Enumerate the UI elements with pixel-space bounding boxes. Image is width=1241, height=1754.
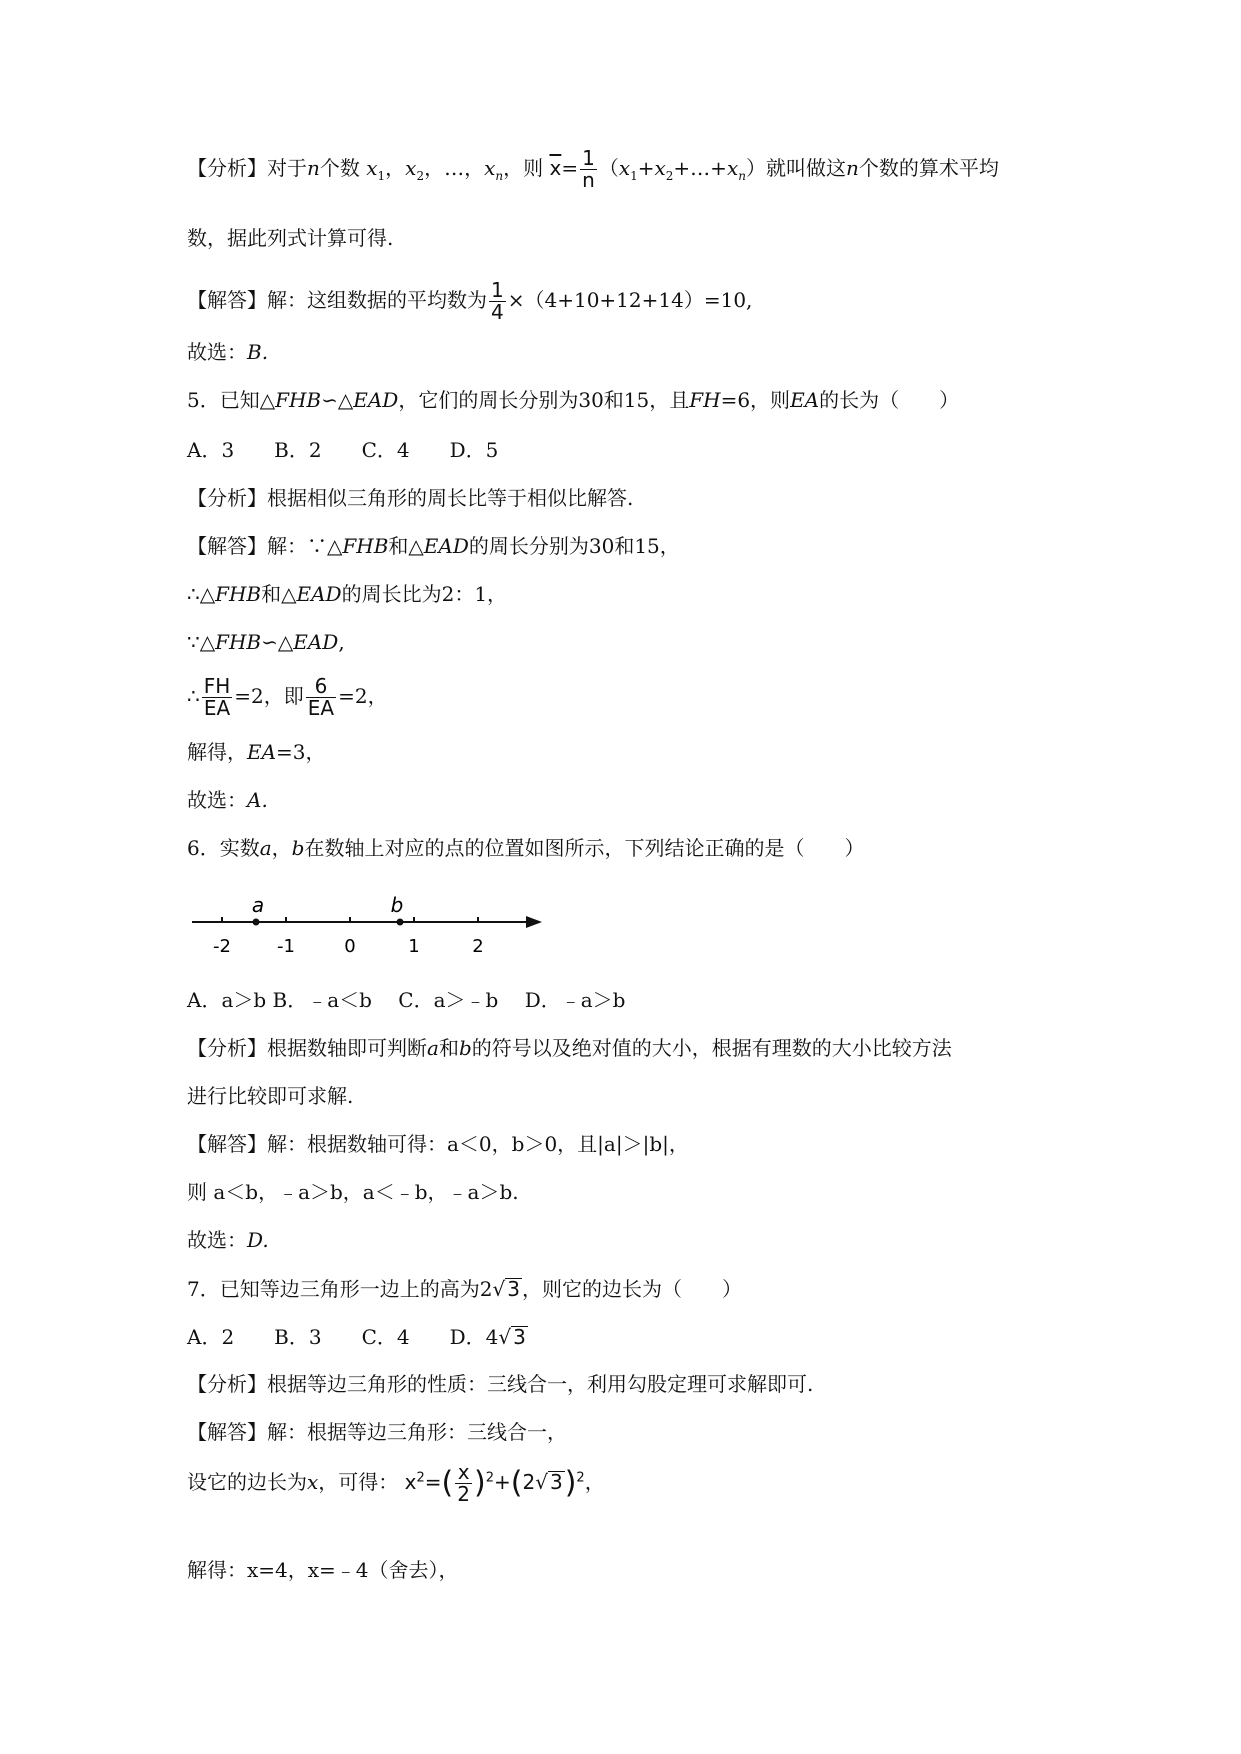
text: 7．已知等边三角形一边上的高为 — [187, 1277, 480, 1301]
sqrt-expression: √ 3 — [498, 1325, 526, 1349]
q5-solution-2 — [187, 584, 507, 604]
paren-open: ( — [441, 1465, 454, 1501]
frac-num: 1 — [491, 278, 504, 302]
equation — [404, 1460, 605, 1506]
point-b — [397, 919, 404, 926]
sqrt-expression: √ 3 — [535, 1470, 563, 1494]
segment: EA — [247, 740, 277, 764]
text: ， — [584, 1470, 605, 1494]
plus: + — [493, 1470, 511, 1494]
text: 【分析】根据数轴即可判断 — [187, 1036, 427, 1060]
text: ∴△ — [187, 582, 216, 606]
text: =3， — [276, 740, 326, 764]
text: 的长为（ ） — [819, 388, 960, 412]
exponent: 2 — [485, 1470, 494, 1486]
text: ∴ — [187, 684, 200, 708]
text: 就叫做这 — [765, 156, 846, 180]
q4-solution-line — [187, 280, 752, 323]
text: ×（4+10+12+14）=10, — [507, 288, 753, 312]
fraction-fh-over-ea — [202, 676, 233, 719]
arrow-head-icon — [526, 916, 542, 928]
answer: B. — [247, 340, 269, 364]
frac-den: 2 — [457, 1482, 470, 1506]
text: 的符号以及绝对值的大小，根据有理数的大小比较方法 — [471, 1036, 952, 1060]
frac-num: 6 — [306, 676, 336, 698]
text: =2，即 — [234, 684, 304, 708]
text: 的周长分别为30和15， — [468, 534, 680, 558]
q5-solution-4 — [187, 676, 388, 719]
ellipsis: … — [444, 156, 465, 180]
text: 解得， — [187, 740, 247, 764]
text: ，可得： — [318, 1470, 399, 1494]
text: ，则 — [503, 156, 544, 180]
triangle-name: FHB — [215, 582, 262, 606]
var-b: b — [458, 1036, 472, 1060]
tick-label: -2 — [213, 936, 231, 957]
paren-close: ) — [564, 1465, 577, 1501]
text: 个数 — [319, 156, 360, 180]
triangle-name: EAD — [353, 388, 399, 412]
fraction-6-over-ea — [306, 676, 336, 719]
paren: ） — [745, 156, 766, 180]
segment: EA — [790, 388, 820, 412]
text: ∽△ — [321, 388, 354, 412]
q7-options — [187, 1326, 528, 1347]
text: =6，则 — [720, 388, 791, 412]
tick-label: -1 — [277, 936, 295, 957]
q7-solution-1: 【解答】解：根据等边三角形：三线合一， — [187, 1420, 567, 1444]
exponent: 2 — [576, 1470, 585, 1486]
var-b: b — [291, 836, 305, 860]
q7-solution-3: 解得：x=4，x=﹣4（舍去）， — [187, 1558, 459, 1582]
point-b-label: b — [390, 893, 404, 917]
xbar-symbol: $\overline{x}$ — [549, 156, 562, 180]
q5-solution-1 — [187, 536, 680, 556]
var-x: x — [307, 1470, 319, 1494]
q5-options: A．3 B．2 C．4 D．5 — [187, 438, 499, 462]
q6-solution-2: 则 a＜b，﹣a＞b，a＜﹣b，﹣a＞b. — [187, 1180, 519, 1204]
frac-den: 4 — [491, 300, 504, 324]
equals: = — [424, 1470, 442, 1494]
text: 和△ — [388, 534, 424, 558]
q4-analysis-line2: 数，据此列式计算可得. — [187, 226, 394, 250]
triangle-name: EAD — [423, 534, 469, 558]
fraction-x-over-2 — [455, 1462, 472, 1505]
number-line-figure — [190, 890, 550, 960]
q4-analysis-prefix: 【分析】对于 — [187, 156, 307, 180]
text: A．2 B．3 C．4 D．4 — [187, 1325, 499, 1349]
q5-choice — [187, 790, 268, 810]
radicand: 3 — [513, 1325, 526, 1349]
text: 故选： — [187, 1228, 247, 1252]
text: ，它们的周长分别为30和15，且 — [398, 388, 690, 412]
coefficient: 2 — [479, 1277, 493, 1301]
var-x: x — [366, 156, 378, 180]
triangle-name: FHB — [342, 534, 389, 558]
text: 和△ — [261, 582, 297, 606]
triangle-name: EAD — [293, 630, 339, 654]
q5-solution-3 — [187, 632, 345, 652]
q6-options: A．a＞b B．﹣a＜b C．a＞﹣b D．﹣a＞b — [187, 988, 626, 1012]
text: 和 — [438, 1036, 459, 1060]
answer: A. — [247, 788, 268, 812]
point-a — [253, 919, 260, 926]
triangle-name: FHB — [275, 388, 322, 412]
frac-num: x — [455, 1462, 472, 1484]
frac-num: FH — [203, 674, 231, 698]
text: 【解答】解：∵△ — [187, 534, 343, 558]
text: ， — [271, 836, 292, 860]
paren-open: ( — [510, 1465, 523, 1501]
var-a: a — [259, 836, 272, 860]
var-a: a — [427, 1036, 439, 1060]
q6-analysis-2: 进行比较即可求解. — [187, 1084, 354, 1108]
q7-question — [187, 1278, 742, 1299]
text: 5．已知△ — [187, 388, 276, 412]
q5-analysis: 【分析】根据相似三角形的周长比等于相似比解答. — [187, 486, 634, 510]
point-a-label: a — [251, 893, 265, 917]
q6-question — [187, 838, 864, 858]
answer: D. — [247, 1228, 269, 1252]
text: =2， — [338, 684, 388, 708]
text: ∵△ — [187, 630, 216, 654]
fraction-1-over-4 — [489, 280, 506, 323]
text: 在数轴上对应的点的位置如图所示，下列结论正确的是（ ） — [304, 836, 865, 860]
text: 设它的边长为 — [187, 1470, 307, 1494]
q4-analysis-line: 【分析】对于n个数 $x_1$，$x_2$，…，$x_n$，则 $\overline{x}=$ $\frac{1}{n}$ $(x_1+x_2+\dots+x_n)$就叫做这n个数的算术平均 — [187, 146, 999, 192]
q5-solution-5 — [187, 742, 326, 762]
q6-choice — [187, 1230, 269, 1250]
text: 个数的算术平均 — [858, 156, 999, 180]
var-x: x — [404, 1470, 417, 1494]
q6-analysis-1 — [187, 1038, 952, 1058]
tick-label: 1 — [408, 936, 420, 957]
text: 6．实数 — [187, 836, 260, 860]
sqrt-expression: √ 3 — [492, 1277, 520, 1301]
q7-analysis: 【分析】根据等边三角形的性质：三线合一，利用勾股定理可求解即可. — [187, 1372, 814, 1396]
coefficient: 2 — [522, 1470, 536, 1494]
tick-label: 2 — [472, 936, 484, 957]
text: ，则它的边长为（ ） — [521, 1277, 742, 1301]
frac-den: EA — [203, 696, 231, 720]
radicand: 3 — [549, 1470, 563, 1494]
var-n: n — [307, 156, 320, 180]
text: ∽△ — [261, 630, 294, 654]
text: 故选： — [187, 788, 247, 812]
triangle-name: EAD — [296, 582, 342, 606]
fraction-1-over-n — [580, 148, 597, 191]
paren-close: ) — [473, 1465, 486, 1501]
text: 故选： — [187, 340, 247, 364]
text: 【解答】解：这组数据的平均数为 — [187, 288, 487, 312]
frac-num: 1 — [582, 146, 595, 170]
text: , — [338, 630, 345, 654]
segment: FH — [689, 388, 721, 412]
exponent: 2 — [416, 1470, 425, 1486]
q6-solution-1: 【解答】解：根据数轴可得：a＜0，b＞0，且|a|＞|b|， — [187, 1132, 689, 1156]
radicand: 3 — [507, 1277, 520, 1301]
equals: = — [561, 156, 579, 180]
frac-den: EA — [307, 696, 335, 720]
q4-choice — [187, 342, 268, 362]
q5-question — [187, 390, 959, 410]
tick-label: 0 — [344, 936, 356, 957]
frac-den: n — [582, 168, 595, 192]
text: 的周长比为2：1， — [341, 582, 508, 606]
triangle-name: FHB — [215, 630, 262, 654]
paren: （ — [598, 156, 619, 180]
q7-solution-2 — [187, 1462, 605, 1505]
